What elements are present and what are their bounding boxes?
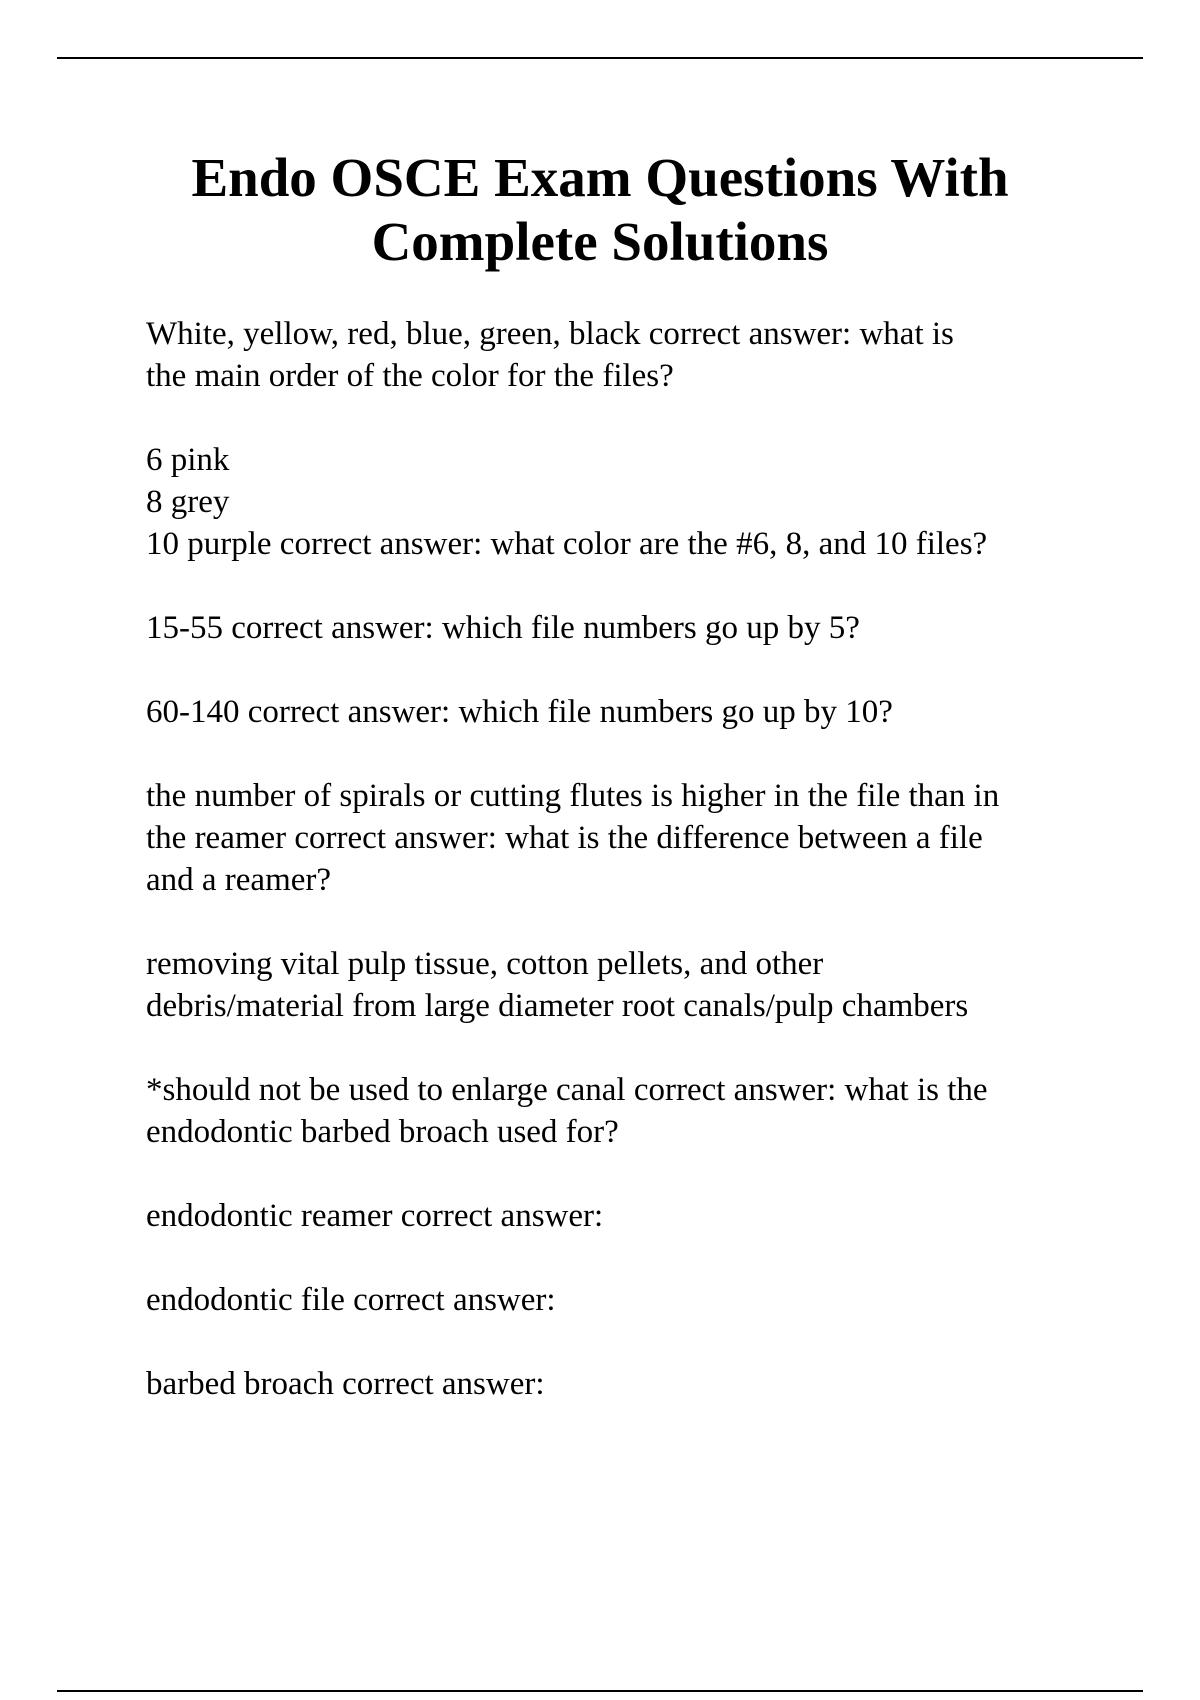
text-line: 15-55 correct answer: which file numbers go up by 5?: [146, 610, 860, 646]
text-line: the main order of the color for the files?: [146, 358, 674, 394]
document-title: [100, 146, 1100, 274]
qa-paragraph: [146, 775, 1146, 901]
text-line: *should not be used to enlarge canal correct answer: what is the: [146, 1072, 988, 1108]
text-line: 6 pink: [146, 442, 230, 478]
text-line: endodontic barbed broach used for?: [146, 1114, 619, 1150]
title-line: Endo OSCE Exam Questions With: [191, 147, 1009, 208]
text-line: 8 grey: [146, 484, 230, 520]
top-rule: [57, 57, 1143, 59]
qa-paragraph: [146, 1363, 1146, 1405]
text-line: endodontic file correct answer:: [146, 1282, 556, 1318]
text-line: the reamer correct answer: what is the difference between a file: [146, 820, 983, 856]
text-line: the number of spirals or cutting flutes is higher in the file than in: [146, 778, 1000, 814]
text-line: barbed broach correct answer:: [146, 1366, 545, 1402]
bottom-rule: [57, 1690, 1143, 1692]
qa-paragraph: [146, 1279, 1146, 1321]
text-line: and a reamer?: [146, 862, 332, 898]
document-body: [146, 313, 1146, 1447]
qa-paragraph: [146, 691, 1146, 733]
qa-paragraph: [146, 313, 1146, 397]
text-line: 10 purple correct answer: what color are the #6, 8, and 10 files?: [146, 526, 988, 562]
text-line: 60-140 correct answer: which file numbers go up by 10?: [146, 694, 893, 730]
qa-paragraph: [146, 1195, 1146, 1237]
text-line: removing vital pulp tissue, cotton pellets, and other: [146, 946, 824, 982]
qa-paragraph: [146, 439, 1146, 565]
qa-paragraph: [146, 607, 1146, 649]
qa-paragraph: [146, 943, 1146, 1027]
text-line: debris/material from large diameter root canals/pulp chambers: [146, 988, 969, 1024]
text-line: White, yellow, red, blue, green, black correct answer: what is: [146, 316, 954, 352]
title-line: Complete Solutions: [371, 211, 829, 272]
text-line: endodontic reamer correct answer:: [146, 1198, 604, 1234]
qa-paragraph: [146, 1069, 1146, 1153]
